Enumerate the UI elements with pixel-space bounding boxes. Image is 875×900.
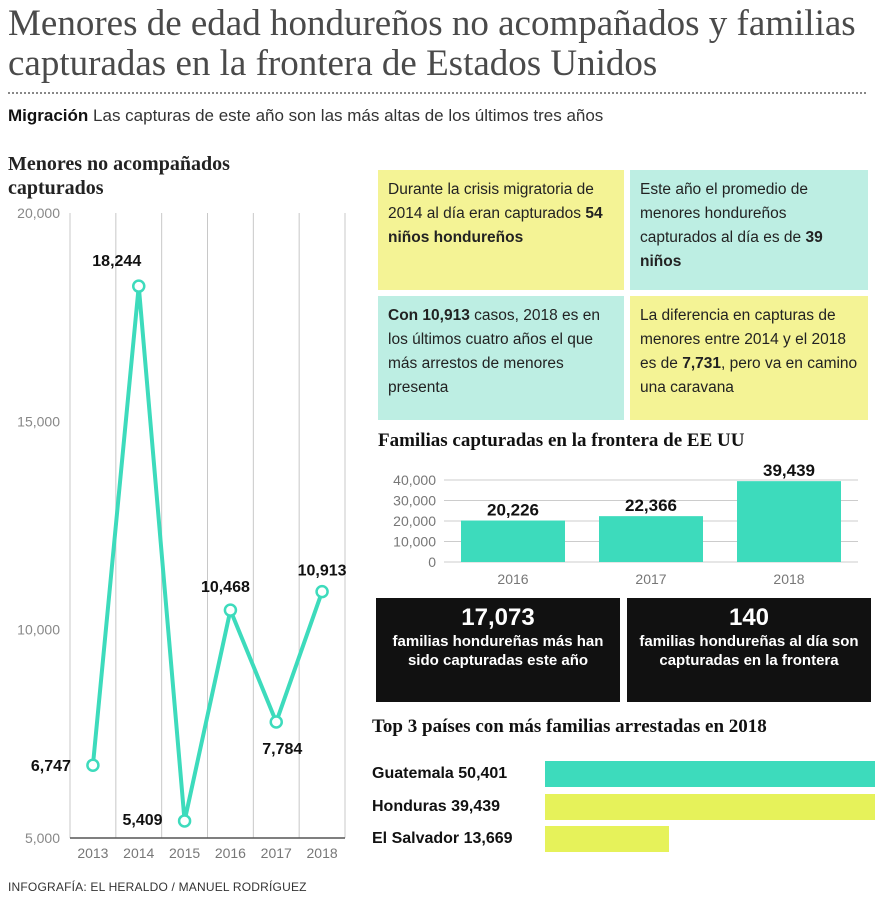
y-tick-label: 20,000 [393, 513, 436, 529]
fact-card [378, 296, 624, 420]
country-bar [545, 761, 875, 787]
data-label: 5,409 [122, 811, 163, 829]
x-tick-label: 2018 [773, 571, 805, 587]
country-name: El Salvador [372, 830, 464, 847]
fact-card [630, 296, 868, 420]
country-value: 13,669 [463, 830, 513, 847]
y-tick-label: 10,000 [393, 533, 436, 550]
x-tick-label: 2013 [77, 845, 109, 861]
country-row [372, 761, 842, 787]
families-chart-title: Familias capturadas en la frontera de EE UU [378, 430, 745, 451]
fact-text: Este año el promedio de menores hondureños capturados al día es de [640, 181, 809, 246]
y-tick-label: 15,000 [17, 413, 60, 430]
y-tick-label: 20,000 [17, 205, 60, 221]
x-tick-label: 2018 [306, 845, 338, 861]
subtitle-text: Las capturas de este año son las más altas de los últimos tres años [93, 106, 604, 125]
minors-line-chart [0, 195, 360, 875]
y-tick-label: 5,000 [24, 830, 60, 846]
country-value: 50,401 [458, 765, 508, 782]
stat-description: familias hondureñas más han sido capturadas este año [392, 633, 604, 669]
fact-text: , pero va en camino una caravana [640, 355, 858, 396]
data-label: 10,913 [297, 562, 347, 580]
data-label: 20,226 [487, 500, 539, 520]
data-label: 39,439 [763, 462, 815, 481]
subtitle [8, 106, 603, 126]
country-value: 39,439 [451, 798, 501, 815]
page-title: Menores de edad hondureños no acompañados y familias capturadas en la frontera de Estados Unidos [8, 3, 856, 84]
stat-value: 17,073 [461, 604, 535, 631]
fact-highlight: Con 10,913 [388, 307, 470, 324]
data-label: 22,366 [625, 496, 677, 516]
stat-box [627, 598, 871, 702]
x-tick-label: 2016 [497, 571, 529, 587]
stat-description: familias hondureñas al día son capturadas en la frontera [639, 633, 859, 669]
credits: INFOGRAFÍA: EL HERALDO / MANUEL RODRÍGUEZ [8, 880, 307, 894]
country-bar [545, 794, 875, 820]
data-point [271, 717, 282, 728]
subtitle-section: Migración [8, 106, 89, 125]
fact-text: La diferencia en capturas de menores entre 2014 y el 2018 es de [640, 307, 846, 372]
title-divider [8, 92, 866, 94]
y-tick-label: 40,000 [393, 472, 436, 488]
bar [461, 521, 565, 562]
families-bar-chart [366, 462, 866, 592]
stat-value: 140 [728, 604, 770, 631]
x-tick-label: 2017 [635, 571, 667, 587]
y-tick-label: 30,000 [393, 492, 436, 509]
data-label: 6,747 [30, 758, 71, 776]
country-row [372, 794, 842, 820]
fact-text: Durante la crisis migratoria de 2014 al día eran capturados [388, 181, 594, 222]
y-tick-label: 10,000 [17, 621, 60, 638]
fact-highlight: 7,731 [682, 355, 722, 372]
country-name: Guatemala [372, 765, 459, 782]
data-point [317, 586, 328, 597]
data-point [179, 815, 190, 826]
fact-highlight: 54 niños hondureños [388, 205, 603, 246]
x-tick-label: 2016 [214, 845, 246, 861]
data-point [225, 605, 236, 616]
data-point [87, 760, 98, 771]
line-chart-title: Menores no acompañados capturados [8, 153, 230, 199]
country-bar [545, 826, 669, 852]
country-label [372, 826, 513, 852]
data-label: 10,468 [200, 579, 250, 597]
country-label [372, 761, 507, 787]
fact-card [630, 170, 868, 290]
bar [599, 516, 703, 562]
x-tick-label: 2014 [123, 845, 155, 861]
y-tick-label: 0 [428, 554, 436, 570]
bar [737, 481, 841, 562]
fact-card [378, 170, 624, 290]
fact-highlight: 39 niños [640, 229, 823, 270]
country-label [372, 794, 500, 820]
data-label: 18,244 [92, 253, 142, 271]
top3-title: Top 3 países con más familias arrestadas en 2018 [372, 716, 767, 737]
data-point [133, 281, 144, 292]
x-tick-label: 2015 [169, 845, 201, 861]
stat-box [376, 598, 620, 702]
data-label: 7,784 [262, 741, 303, 758]
country-name: Honduras [372, 798, 452, 815]
fact-text: casos, 2018 es en los últimos cuatro años el que más arrestos de menores presenta [388, 307, 600, 396]
x-tick-label: 2017 [260, 845, 292, 861]
country-row [372, 826, 842, 852]
